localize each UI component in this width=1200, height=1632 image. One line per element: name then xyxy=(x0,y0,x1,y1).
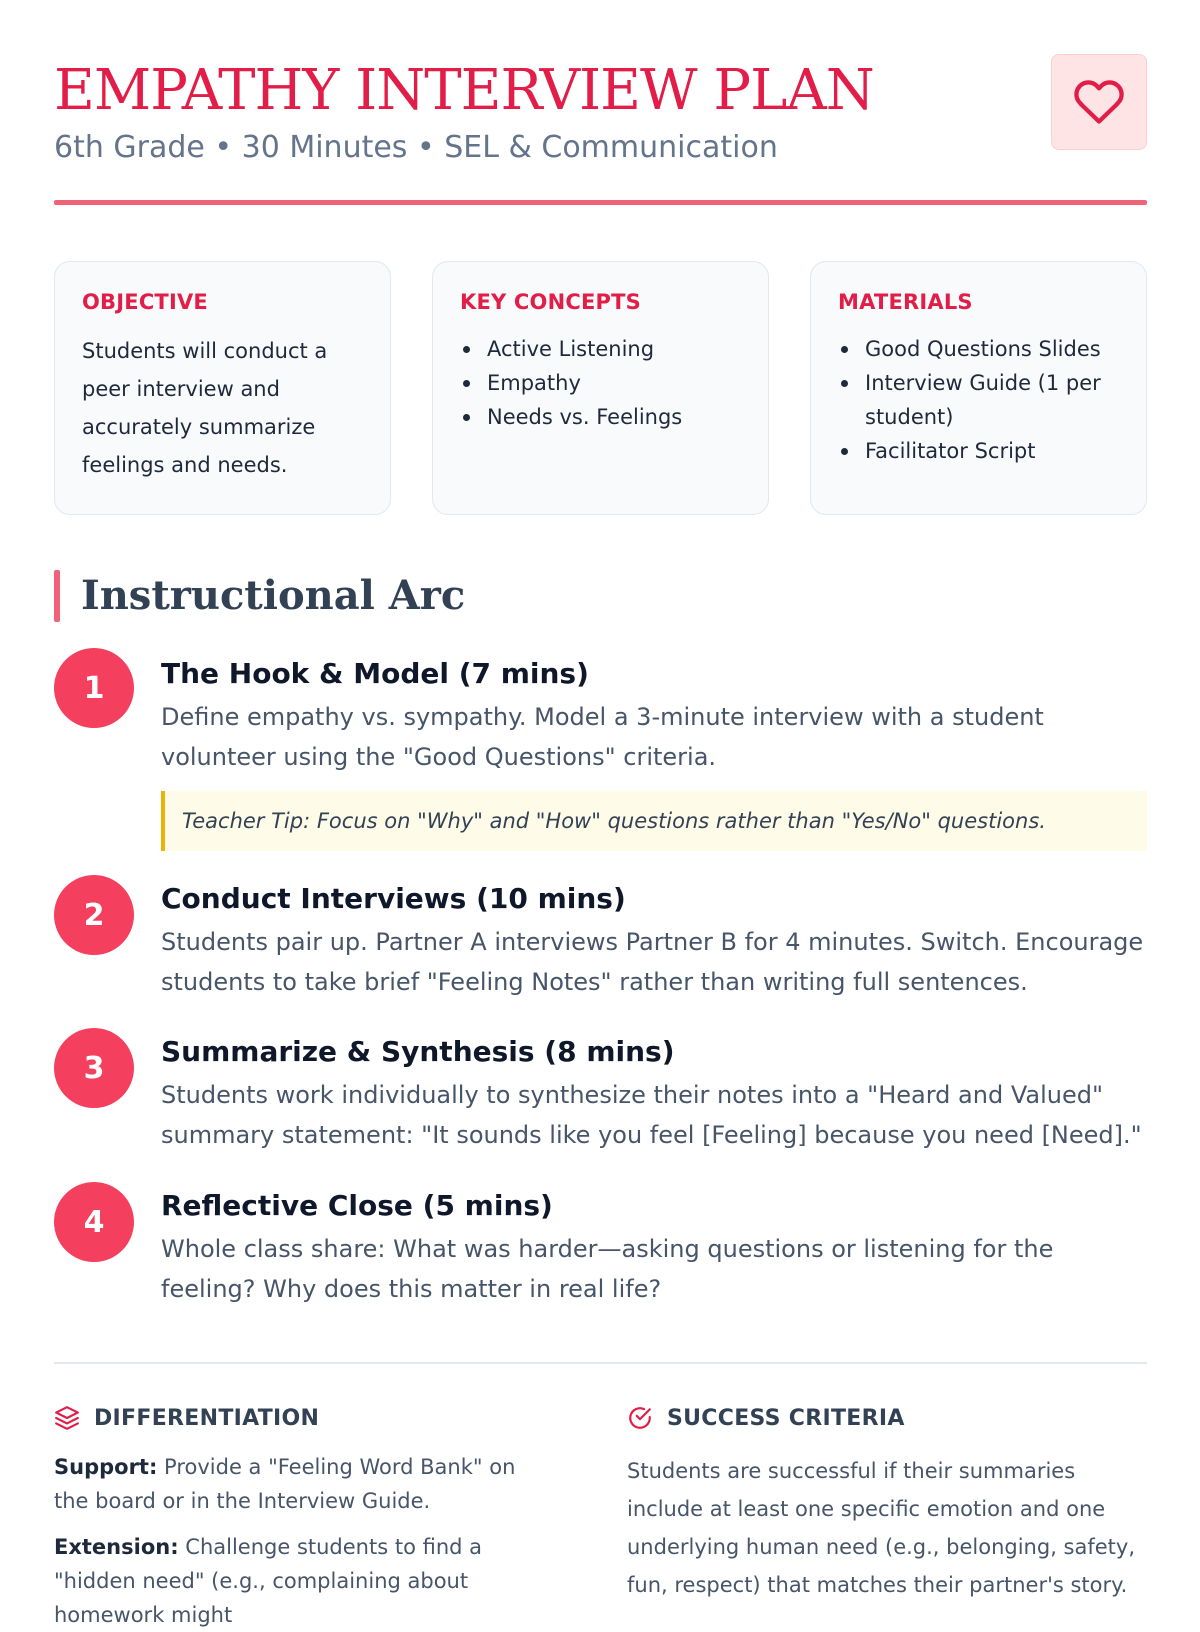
success-criteria-section xyxy=(627,1398,1147,1604)
differentiation-header xyxy=(54,1398,554,1438)
success-criteria-header xyxy=(627,1398,1147,1438)
section-accent-bar xyxy=(54,570,60,622)
page-title: EMPATHY INTERVIEW PLAN xyxy=(54,58,874,123)
key-concepts-heading: KEY CONCEPTS xyxy=(460,290,641,314)
step-body xyxy=(161,654,1147,851)
step-title: Reflective Close (5 mins) xyxy=(161,1189,553,1222)
success-criteria-heading: SUCCESS CRITERIA xyxy=(667,1405,905,1431)
support-paragraph xyxy=(54,1450,554,1518)
differentiation-section xyxy=(54,1398,554,1632)
step-title: Conduct Interviews (10 mins) xyxy=(161,882,626,915)
step-body xyxy=(161,1032,1147,1155)
success-criteria-text: Students are successful if their summaries include at least one specific emotion and one underlying human need (e.g., belonging, safety, fun, respect) that matches their partner's story. xyxy=(627,1459,1135,1597)
step-body xyxy=(161,1186,1147,1309)
step-title: The Hook & Model (7 mins) xyxy=(161,657,589,690)
objective-card xyxy=(54,261,391,515)
step-description: Whole class share: What was harder—asking questions or listening for the feeling? Why does this matter in real life? xyxy=(161,1235,1054,1303)
step-description: Define empathy vs. sympathy. Model a 3-minute interview with a student volunteer using the "Good Questions" criteria. xyxy=(161,703,1044,771)
support-text: Provide a "Feeling Word Bank" on the board or in the Interview Guide. xyxy=(54,1455,516,1513)
step-number-badge: 2 xyxy=(54,875,134,955)
materials-heading: MATERIALS xyxy=(838,290,973,314)
list-item: Good Questions Slides xyxy=(838,332,1110,366)
step-number-badge: 3 xyxy=(54,1028,134,1108)
objective-heading: OBJECTIVE xyxy=(82,290,208,314)
step-title: Summarize & Synthesis (8 mins) xyxy=(161,1035,675,1068)
list-item: Facilitator Script xyxy=(838,434,1110,468)
list-item: Needs vs. Feelings xyxy=(460,400,742,434)
extension-text: Challenge students to find a "hidden need" (e.g., complaining about homework might xyxy=(54,1535,483,1627)
favorite-button[interactable] xyxy=(1051,54,1147,150)
key-concepts-card xyxy=(432,261,769,515)
step-body xyxy=(161,879,1147,1002)
teacher-tip-text: Teacher Tip: Focus on "Why" and "How" questions rather than "Yes/No" questions. xyxy=(182,809,1046,833)
step-description: Students work individually to synthesize their notes into a "Heard and Valued" summary statement: "It sounds like you feel [Feeling] because you need [Need]." xyxy=(161,1081,1142,1149)
page-subtitle: 6th Grade • 30 Minutes • SEL & Communication xyxy=(54,130,778,165)
list-item: Interview Guide (1 per student) xyxy=(838,366,1110,434)
materials-list xyxy=(838,332,1120,468)
differentiation-heading: DIFFERENTIATION xyxy=(94,1405,320,1431)
step-description: Students pair up. Partner A interviews Partner B for 4 minutes. Switch. Encourage students to take brief "Feeling Notes" rather than writing full sentences. xyxy=(161,928,1144,996)
extension-label: Extension: xyxy=(54,1535,179,1559)
section-title: Instructional Arc xyxy=(81,572,466,619)
support-label: Support: xyxy=(54,1455,158,1479)
lesson-plan-page xyxy=(54,0,1147,1627)
objective-text: Students will conduct a peer interview and accurately summarize feelings and needs. xyxy=(82,339,328,477)
list-item: Empathy xyxy=(460,366,742,400)
layers-icon xyxy=(54,1404,82,1432)
materials-card xyxy=(810,261,1147,515)
header-divider xyxy=(54,200,1147,205)
info-cards xyxy=(54,261,1147,515)
heart-icon xyxy=(1073,76,1125,128)
teacher-tip xyxy=(161,791,1147,851)
step-number-badge: 4 xyxy=(54,1182,134,1262)
section-divider xyxy=(54,1362,1147,1364)
key-concepts-list xyxy=(460,332,742,434)
list-item: Active Listening xyxy=(460,332,742,366)
step-number-badge: 1 xyxy=(54,648,134,728)
header xyxy=(54,50,1147,210)
check-circle-icon xyxy=(627,1404,655,1432)
extension-paragraph xyxy=(54,1530,554,1632)
